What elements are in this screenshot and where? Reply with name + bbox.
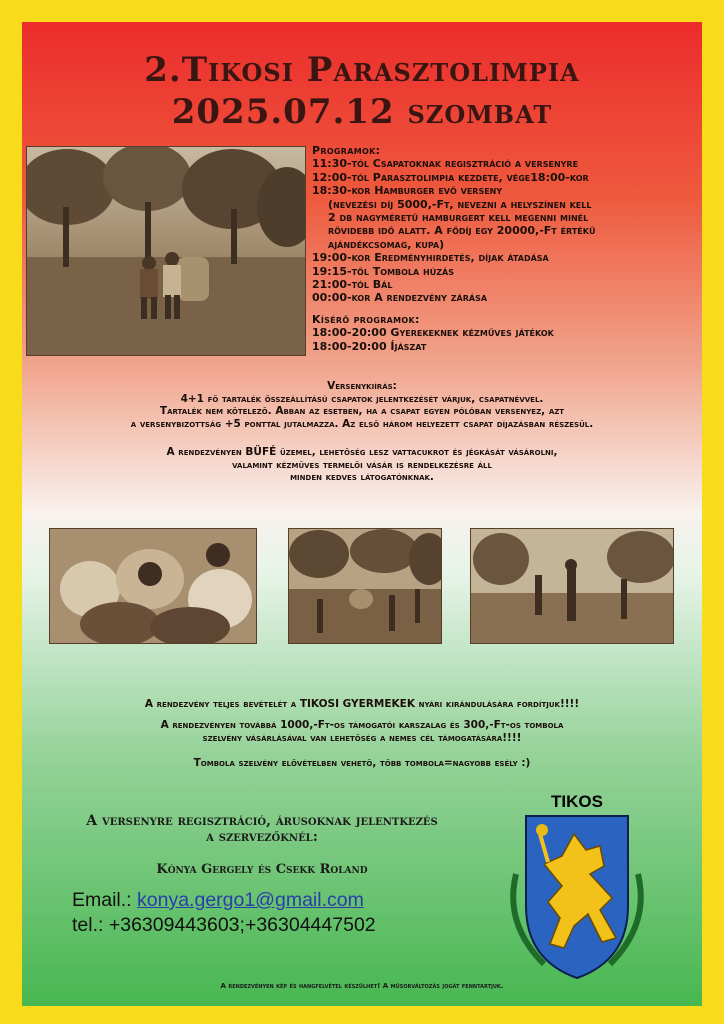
charity-line: A rendezvény teljes bevételét a TIKOSI GYERMEKEK nyári kirándulására fordítjuk!!!! <box>144 698 580 710</box>
tikos-coat-of-arms <box>504 792 650 982</box>
program-line: 18:30-kor Hamburger evő verseny <box>312 184 503 198</box>
event-date: 2025.07.12 szombat <box>171 92 553 132</box>
crest-label: TIKOS <box>551 792 603 811</box>
program-line: 19:15-től Tombola húzás <box>312 264 454 278</box>
crest-shield-icon <box>504 814 650 982</box>
buffet-line: minden kedves látogatónknak. <box>290 471 434 484</box>
registration-line: a szervezőknél: <box>206 828 318 845</box>
poster <box>22 22 702 1006</box>
side-program-heading: Kísérő programok: <box>312 312 420 326</box>
organizer-names: Kónya Gergely és Csekk Roland <box>156 862 368 877</box>
program-line: 00:00-kor A rendezvény zárása <box>312 291 488 305</box>
charity-info <box>22 698 702 770</box>
program-line: 21:00-tól Bál <box>312 278 393 292</box>
footer-note: A rendezvényen kép és hangfelvétel készülhet! A műsorváltozás jogát fenntartjuk. <box>220 982 504 990</box>
phone-numbers: tel.: +36309443603;+36304447502 <box>72 914 376 936</box>
contact-block <box>72 888 376 938</box>
side-program-line: 18:00-20:00 Gyerekeknek kézműves játékok <box>312 326 554 340</box>
program-note-line: ajándékcsomag, kupa) <box>328 237 445 251</box>
photo-2 <box>288 528 442 644</box>
photo-3 <box>470 528 674 644</box>
registration-line: A versenyre regisztráció, árusoknak jelentkezés <box>86 813 438 829</box>
photo-1 <box>49 528 257 644</box>
rules-heading: Versenykiírás: <box>327 380 397 392</box>
program-list <box>312 144 692 353</box>
program-note-line: 2 db nagyméretű hamburgert kell megenni minél <box>328 211 589 225</box>
event-title: 2.Tikosi Parasztolimpia <box>144 50 580 90</box>
rules-line: a versenybizottság +5 ponttal jutalmazza. Az első három helyezett csapat díjazásban részesül. <box>130 417 594 430</box>
competition-rules <box>22 380 702 430</box>
charity-line: szelvény vásárlásával van lehetőség a nemes cél támogatására!!!! <box>202 732 522 744</box>
program-line: 12:00-tól Parasztolimpia kezdete, vége18:00-kor <box>312 170 589 184</box>
raffle-line: Tombola szelvény elővételben vehető, több tombola=nagyobb esély :) <box>193 757 531 769</box>
buffet-line: valamint kézműves termelői vásár is rendelkezésre áll <box>232 458 492 471</box>
program-line: 19:00-kor Eredményhirdetés, díjak átadása <box>312 251 549 265</box>
buffet-line: A rendezvényen BÜFÉ üzemel, lehetőség lesz vattacukrot és jégkását vásárolni, <box>166 446 558 458</box>
program-note-line: rövidebb idő alatt. A fődíj egy 20000,-Ft értékű <box>328 224 596 238</box>
rules-line: Tartalék nem kötelező. Abban az esetben, ha a csapat egyen pólóban versenyez, azt <box>159 405 565 418</box>
email-label: Email.: <box>72 889 138 911</box>
email-link[interactable]: konya.gergo1@gmail.com <box>137 889 364 911</box>
rules-line: 4+1 fő tartalék összeállítású csapatok jelentkezését várjuk, csapatnévvel. <box>180 392 544 405</box>
side-program-line: 18:00-20:00 Íjászat <box>312 339 427 353</box>
program-heading: Programok: <box>312 144 381 157</box>
main-photo <box>26 146 306 356</box>
charity-line: A rendezvényen továbbá 1000,-Ft-os támogatói karszalag és 300,-Ft-os tombola <box>160 719 564 731</box>
program-note-line: (nevezési díj 5000,-Ft, nevezni a helyszínen kell <box>328 197 592 211</box>
program-line: 11:30-tól Csapatoknak regisztráció a versenyre <box>312 157 579 171</box>
registration-info <box>38 814 486 845</box>
buffet-info <box>22 446 702 484</box>
